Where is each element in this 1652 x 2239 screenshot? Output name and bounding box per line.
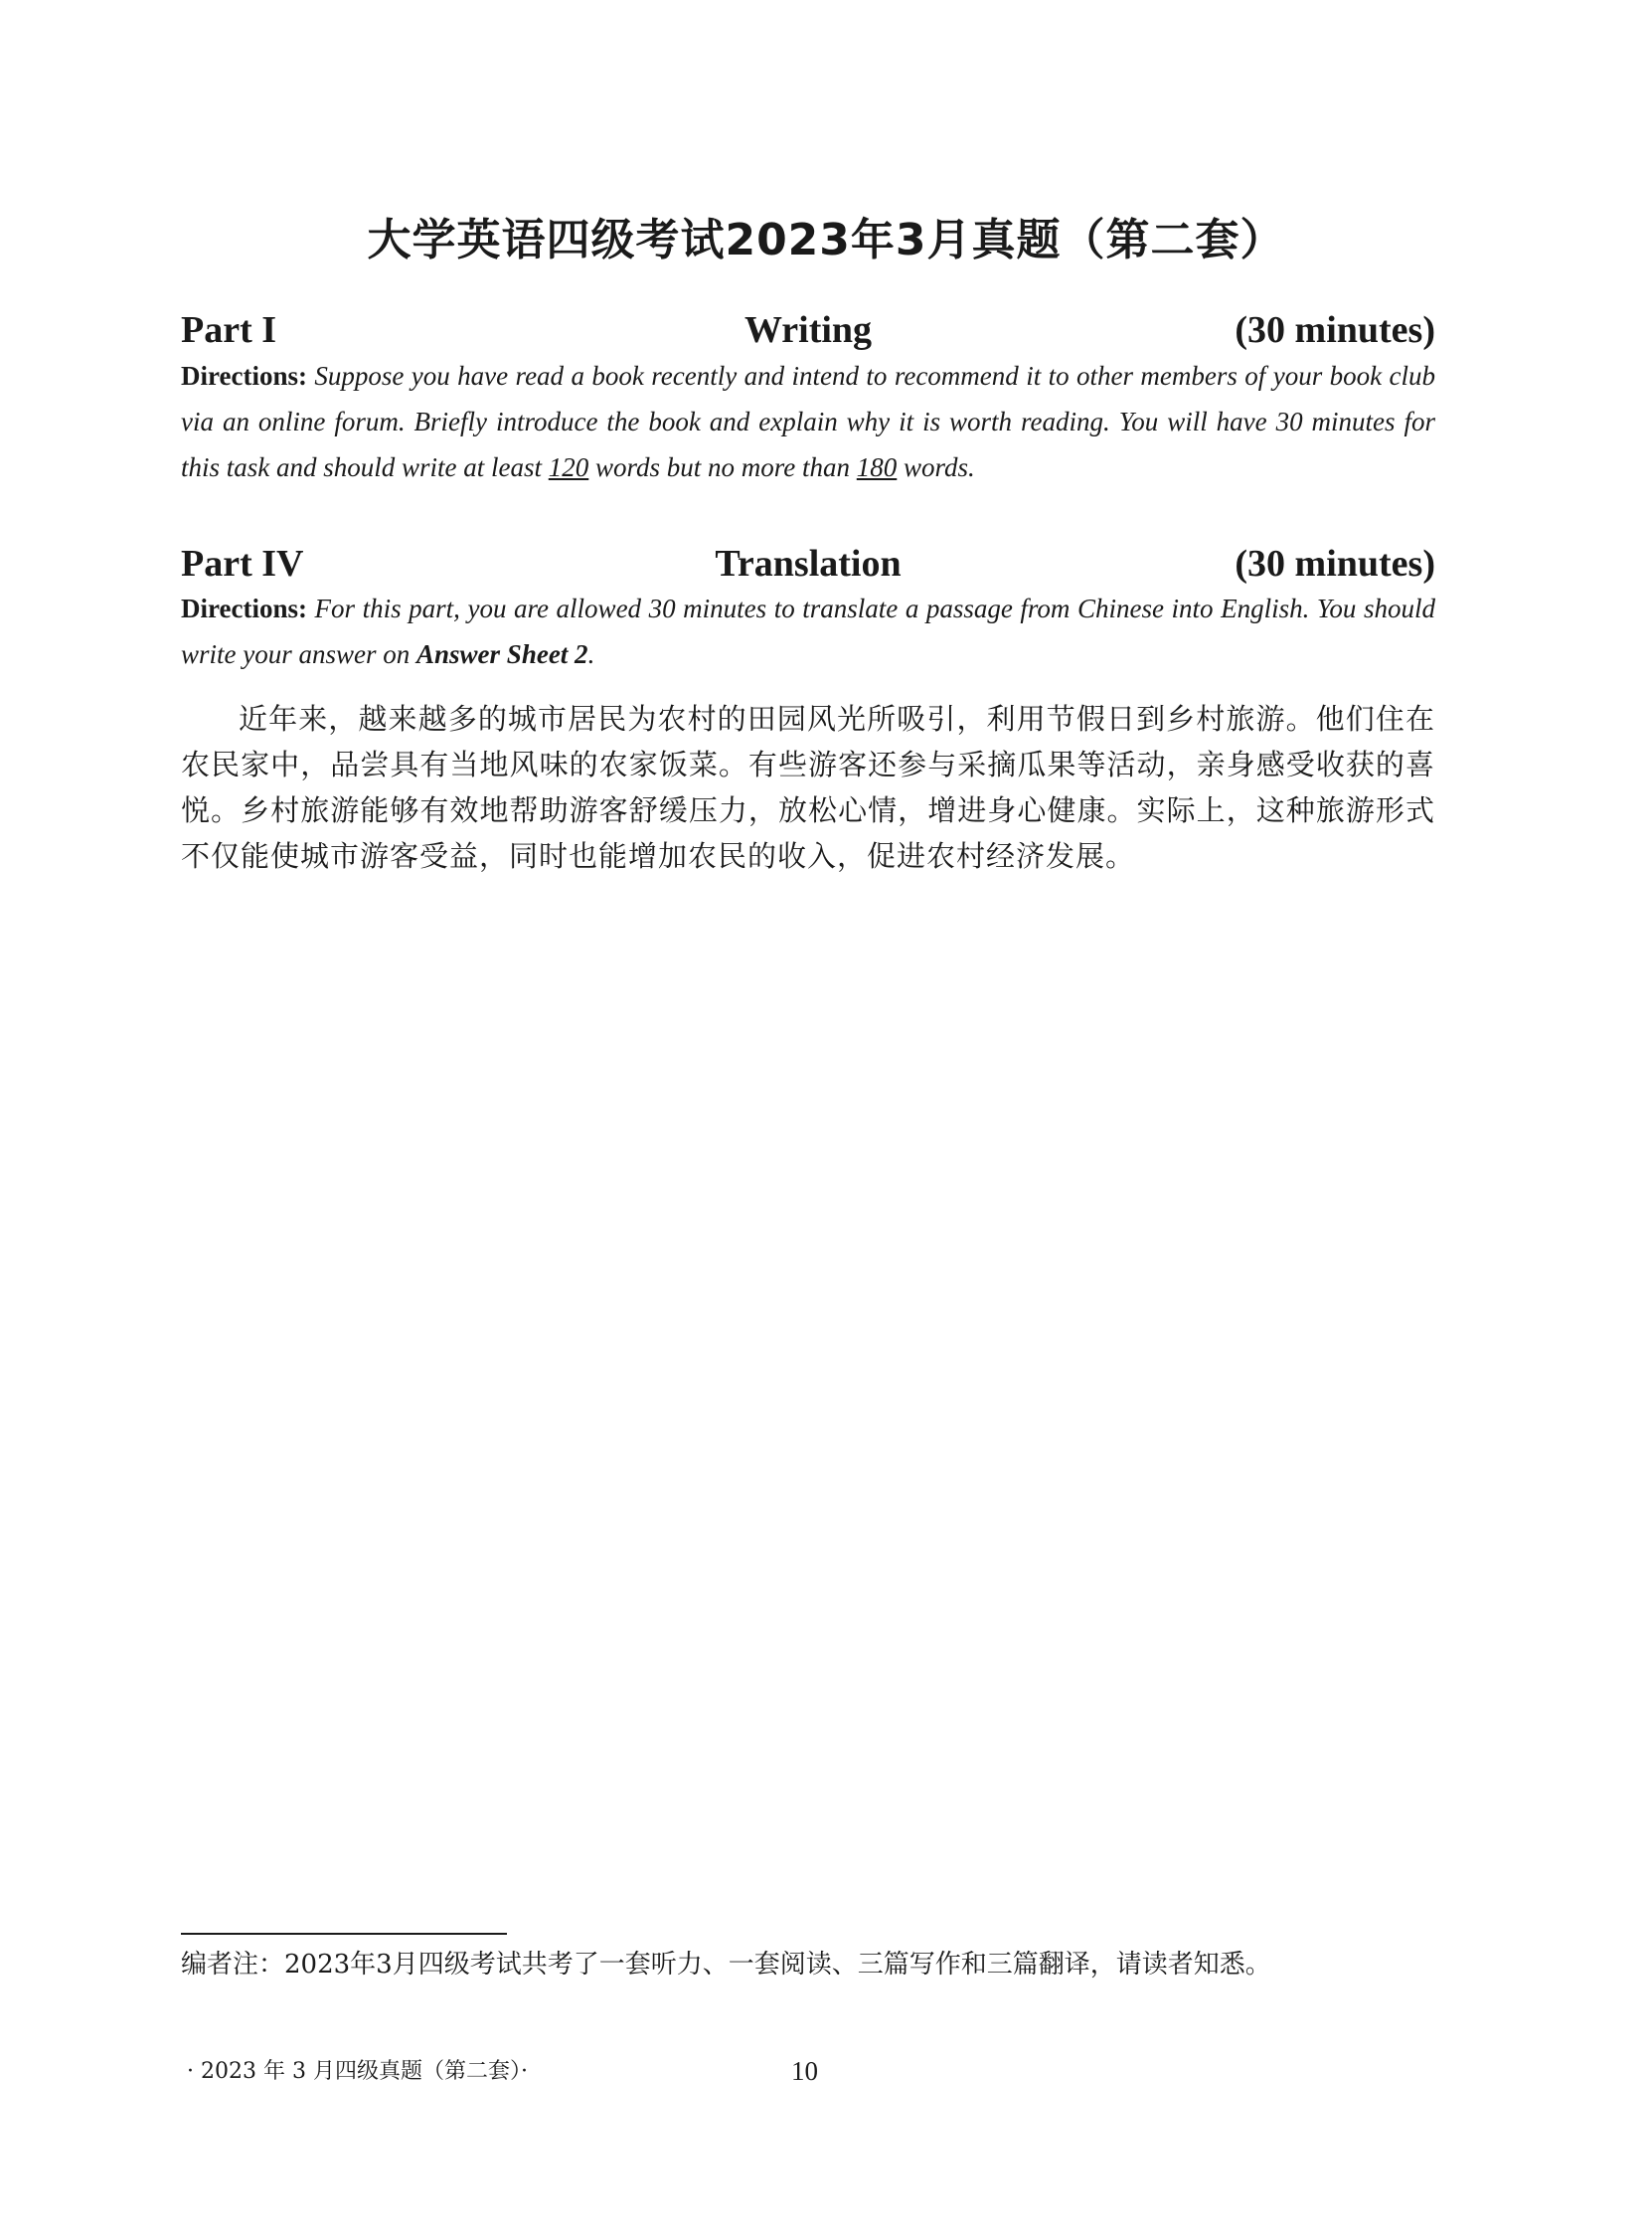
part-1-name: Writing <box>743 309 873 351</box>
part-1-time: (30 minutes) <box>1235 309 1435 351</box>
page-number: 10 <box>791 2056 818 2086</box>
part-4-directions-label: Directions: <box>181 594 307 623</box>
footnote-divider <box>181 1933 507 1935</box>
part-1-directions-text <box>181 361 1435 482</box>
editor-note: 编者注：2023年3月四级考试共考了一套听力、一套阅读、三篇写作和三篇翻译，请读者知悉。 <box>181 1950 1271 1980</box>
part-4-time: (30 minutes) <box>1235 543 1435 585</box>
part-1-directions-text-2: words but no more than <box>588 452 857 482</box>
page-title: 大学英语四级考试2023年3月真题（第二套） <box>367 215 1285 265</box>
part-4-directions-text-2: . <box>587 639 595 669</box>
part-4-directions-text <box>181 594 1435 669</box>
part-4-label: Part IV <box>181 543 304 585</box>
max-words: 180 <box>856 452 898 482</box>
part-4-header <box>181 542 1435 592</box>
part-4-directions-text-1: For this part, you are allowed 30 minutes to translate a passage from Chinese into English. You should write your answer on <box>181 594 1435 669</box>
running-title: · 2023 年 3 月四级真题（第二套）· <box>187 2059 528 2084</box>
part-1-directions-label: Directions: <box>181 361 307 391</box>
part-1-label: Part I <box>181 309 277 351</box>
part-1-header <box>181 308 1435 358</box>
part-1-directions-text-3: words. <box>897 452 975 482</box>
answer-sheet-ref: Answer Sheet 2 <box>416 639 588 669</box>
part-4-name: Translation <box>715 543 902 585</box>
part-4-directions <box>181 586 1435 677</box>
translation-passage: 近年来，越来越多的城市居民为农村的田园风光所吸引，利用节假日到乡村旅游。他们住在农民家中，品尝具有当地风味的农家饭菜。有些游客还参与采摘瓜果等活动，亲身感受收获的喜悦。乡村旅游能够有效地帮助游客舒缓压力，放松心情，增进身心健康。实际上，这种旅游形式不仅能使城市游客受益，同时也能增加农民的收入，促进农村经济发展。 <box>181 702 1435 873</box>
min-words: 120 <box>548 452 589 482</box>
part-1-directions-text-1: Suppose you have read a book recently and intend to recommend it to other members of your book club via an online forum. Briefly introduce the book and explain why it is worth reading. You will have 30 minutes for this task and should write at least <box>181 361 1435 482</box>
part-1-directions <box>181 353 1435 490</box>
